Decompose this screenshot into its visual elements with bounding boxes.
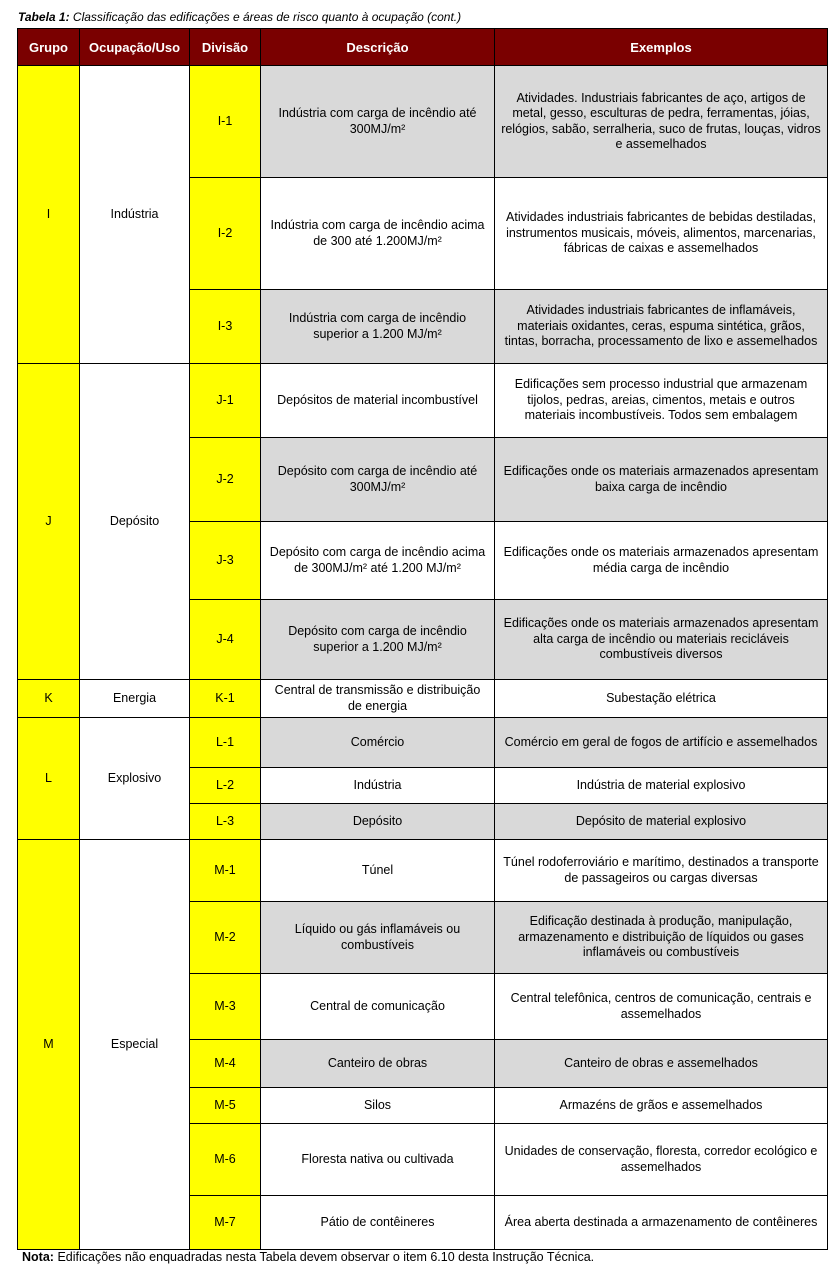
descricao-cell: Depósito com carga de incêndio até 300MJ/m² — [261, 438, 495, 522]
note-label: Nota: — [22, 1250, 54, 1264]
divisao-cell: J-2 — [190, 438, 261, 522]
descricao-cell: Indústria com carga de incêndio até 300MJ/m² — [261, 66, 495, 178]
table-body — [18, 66, 828, 1250]
ocupacao-cell: Indústria — [80, 66, 190, 364]
divisao-cell: M-1 — [190, 840, 261, 902]
ocupacao-cell: Explosivo — [80, 718, 190, 840]
exemplos-cell: Atividades. Industriais fabricantes de aço, artigos de metal, gesso, esculturas de pedra, ferramentas, jóias, relógios, sabão, serralheria, suco de frutas, louças, vidros e assemelhados — [495, 66, 828, 178]
descricao-cell: Central de comunicação — [261, 974, 495, 1040]
divisao-cell: I-2 — [190, 178, 261, 290]
exemplos-cell: Edificações sem processo industrial que armazenam tijolos, pedras, areias, cimentos, metais e outros materiais incombustíveis. Todos sem embalagem — [495, 364, 828, 438]
descricao-cell: Central de transmissão e distribuição de energia — [261, 680, 495, 718]
exemplos-cell: Unidades de conservação, floresta, corredor ecológico e assemelhados — [495, 1124, 828, 1196]
header-exemplos: Exemplos — [495, 29, 828, 66]
divisao-cell: M-7 — [190, 1196, 261, 1250]
table-row — [18, 718, 828, 768]
divisao-cell: M-6 — [190, 1124, 261, 1196]
divisao-cell: J-3 — [190, 522, 261, 600]
divisao-cell: L-1 — [190, 718, 261, 768]
caption-text: Classificação das edificações e áreas de risco quanto à ocupação (cont.) — [72, 10, 462, 24]
descricao-cell: Depósito — [261, 804, 495, 840]
header-descricao: Descrição — [261, 29, 495, 66]
caption-label: Tabela 1: — [18, 10, 70, 24]
descricao-cell: Indústria — [261, 768, 495, 804]
divisao-cell: I-1 — [190, 66, 261, 178]
descricao-cell: Pátio de contêineres — [261, 1196, 495, 1250]
exemplos-cell: Edificações onde os materiais armazenados apresentam média carga de incêndio — [495, 522, 828, 600]
divisao-cell: M-3 — [190, 974, 261, 1040]
exemplos-cell: Comércio em geral de fogos de artifício e assemelhados — [495, 718, 828, 768]
descricao-cell: Depósito com carga de incêndio acima de 300MJ/m² até 1.200 MJ/m² — [261, 522, 495, 600]
header-grupo: Grupo — [18, 29, 80, 66]
ocupacao-cell: Especial — [80, 840, 190, 1250]
exemplos-cell: Atividades industriais fabricantes de inflamáveis, materiais oxidantes, ceras, espuma sintética, grãos, tintas, borracha, processamento de lixo e assemelhados — [495, 290, 828, 364]
divisao-cell: M-5 — [190, 1088, 261, 1124]
ocupacao-cell: Energia — [80, 680, 190, 718]
table-row — [18, 66, 828, 178]
note-text: Edificações não enquadradas nesta Tabela devem observar o item 6.10 desta Instrução Técnica. — [57, 1250, 595, 1264]
exemplos-cell: Subestação elétrica — [495, 680, 828, 718]
divisao-cell: L-2 — [190, 768, 261, 804]
exemplos-cell: Túnel rodoferroviário e marítimo, destinados a transporte de passageiros ou cargas diversas — [495, 840, 828, 902]
table-row — [18, 680, 828, 718]
exemplos-cell: Edificações onde os materiais armazenados apresentam baixa carga de incêndio — [495, 438, 828, 522]
table-caption — [18, 10, 461, 24]
divisao-cell: M-4 — [190, 1040, 261, 1088]
descricao-cell: Indústria com carga de incêndio superior a 1.200 MJ/m² — [261, 290, 495, 364]
divisao-cell: L-3 — [190, 804, 261, 840]
descricao-cell: Silos — [261, 1088, 495, 1124]
descricao-cell: Floresta nativa ou cultivada — [261, 1124, 495, 1196]
exemplos-cell: Edificações onde os materiais armazenados apresentam alta carga de incêndio ou materiais recicláveis combustíveis diversos — [495, 600, 828, 680]
grupo-cell: I — [18, 66, 80, 364]
divisao-cell: J-1 — [190, 364, 261, 438]
divisao-cell: J-4 — [190, 600, 261, 680]
header-ocupacao: Ocupação/Uso — [80, 29, 190, 66]
descricao-cell: Comércio — [261, 718, 495, 768]
descricao-cell: Líquido ou gás inflamáveis ou combustíveis — [261, 902, 495, 974]
exemplos-cell: Canteiro de obras e assemelhados — [495, 1040, 828, 1088]
table-row — [18, 364, 828, 438]
exemplos-cell: Edificação destinada à produção, manipulação, armazenamento e distribuição de líquidos ou gases inflamáveis ou combustíveis — [495, 902, 828, 974]
descricao-cell: Canteiro de obras — [261, 1040, 495, 1088]
exemplos-cell: Atividades industriais fabricantes de bebidas destiladas, instrumentos musicais, móveis, alimentos, marcenarias, fábricas de caixas e assemelhados — [495, 178, 828, 290]
grupo-cell: M — [18, 840, 80, 1250]
descricao-cell: Depósitos de material incombustível — [261, 364, 495, 438]
occupancy-classification-table — [17, 28, 828, 1250]
table-note — [22, 1250, 594, 1264]
header-divisao: Divisão — [190, 29, 261, 66]
table-row — [18, 840, 828, 902]
descricao-cell: Depósito com carga de incêndio superior a 1.200 MJ/m² — [261, 600, 495, 680]
grupo-cell: K — [18, 680, 80, 718]
divisao-cell: I-3 — [190, 290, 261, 364]
ocupacao-cell: Depósito — [80, 364, 190, 680]
descricao-cell: Indústria com carga de incêndio acima de 300 até 1.200MJ/m² — [261, 178, 495, 290]
exemplos-cell: Central telefônica, centros de comunicação, centrais e assemelhados — [495, 974, 828, 1040]
exemplos-cell: Indústria de material explosivo — [495, 768, 828, 804]
grupo-cell: J — [18, 364, 80, 680]
exemplos-cell: Depósito de material explosivo — [495, 804, 828, 840]
header-row — [18, 29, 828, 66]
exemplos-cell: Área aberta destinada a armazenamento de contêineres — [495, 1196, 828, 1250]
divisao-cell: K-1 — [190, 680, 261, 718]
exemplos-cell: Armazéns de grãos e assemelhados — [495, 1088, 828, 1124]
grupo-cell: L — [18, 718, 80, 840]
descricao-cell: Túnel — [261, 840, 495, 902]
divisao-cell: M-2 — [190, 902, 261, 974]
